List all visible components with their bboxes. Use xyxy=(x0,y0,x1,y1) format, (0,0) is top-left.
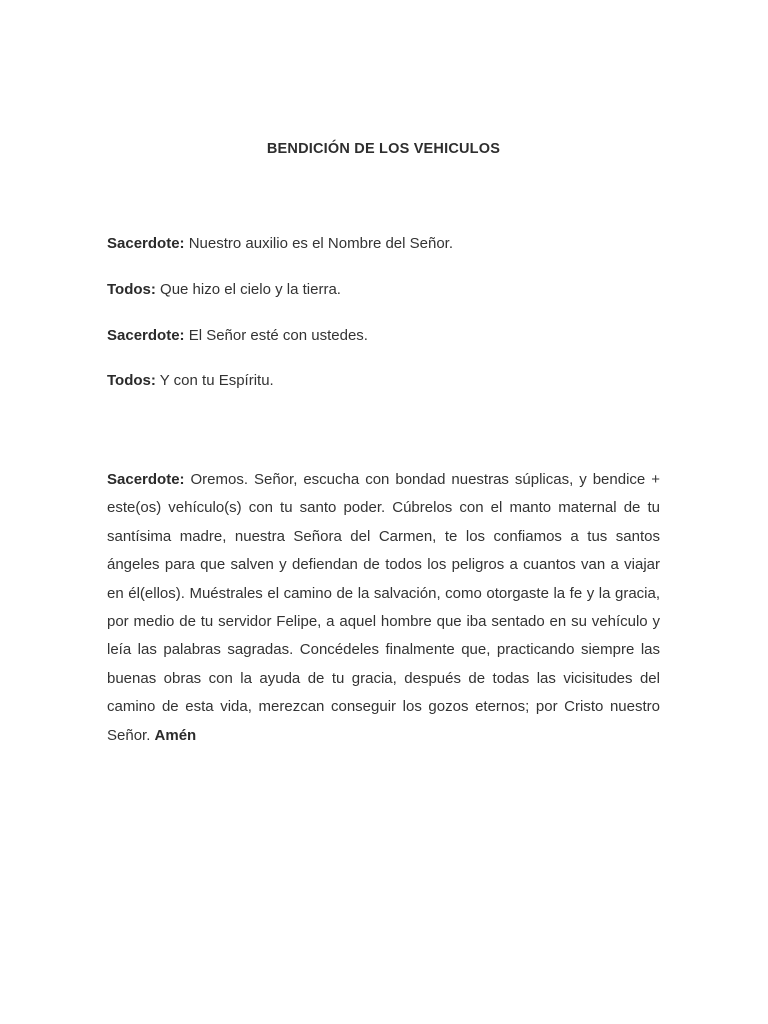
dialogue-line xyxy=(107,326,660,346)
page-title: BENDICIÓN DE LOS VEHICULOS xyxy=(266,141,501,157)
prayer-paragraph xyxy=(107,466,660,750)
speech-text: Que hizo el cielo y la tierra. xyxy=(155,280,341,298)
dialogue-line xyxy=(107,371,660,391)
speaker-label: Sacerdote: xyxy=(107,235,185,252)
speech-text: El Señor esté con ustedes. xyxy=(184,326,368,344)
speech-text: Y con tu Espíritu. xyxy=(155,372,274,390)
dialogue-line xyxy=(107,234,660,254)
speech-text: Nuestro auxilio es el Nombre del Señor. xyxy=(184,235,454,252)
prayer-closing-amen: Amén xyxy=(154,726,197,744)
speaker-label: Sacerdote: xyxy=(107,326,185,344)
speaker-label: Todos: xyxy=(107,280,156,298)
prayer-speaker-label: Sacerdote: xyxy=(107,471,185,488)
prayer-body-text: Oremos. Señor, escucha con bondad nuestras súplicas, y bendice + este(os) vehículo(s) con tu santo poder. Cúbrelos con el manto maternal de tu santísima madre, nuestra Señora del Carmen, te los confiamos a tus santos ángeles para que salven y defiendan de todos los peligros a cuantos van a viajar en él(ellos). Muéstrales el camino de la salvación, como otorgaste la fe y la gracia, por medio de tu servidor Felipe, a aquel hombre que iba sentado en su vehículo y leía las palabras sagradas. Concédeles finalmente que, practicando siempre las buenas obras con la ayuda de tu gracia, después de todas las vicisitudes del camino de esta vida, merezcan conseguir los gozos eternos; por Cristo nuestro Señor. xyxy=(107,471,660,744)
dialogue-line xyxy=(107,280,660,300)
speaker-label: Todos: xyxy=(107,372,156,390)
dialogue-section xyxy=(107,234,660,392)
